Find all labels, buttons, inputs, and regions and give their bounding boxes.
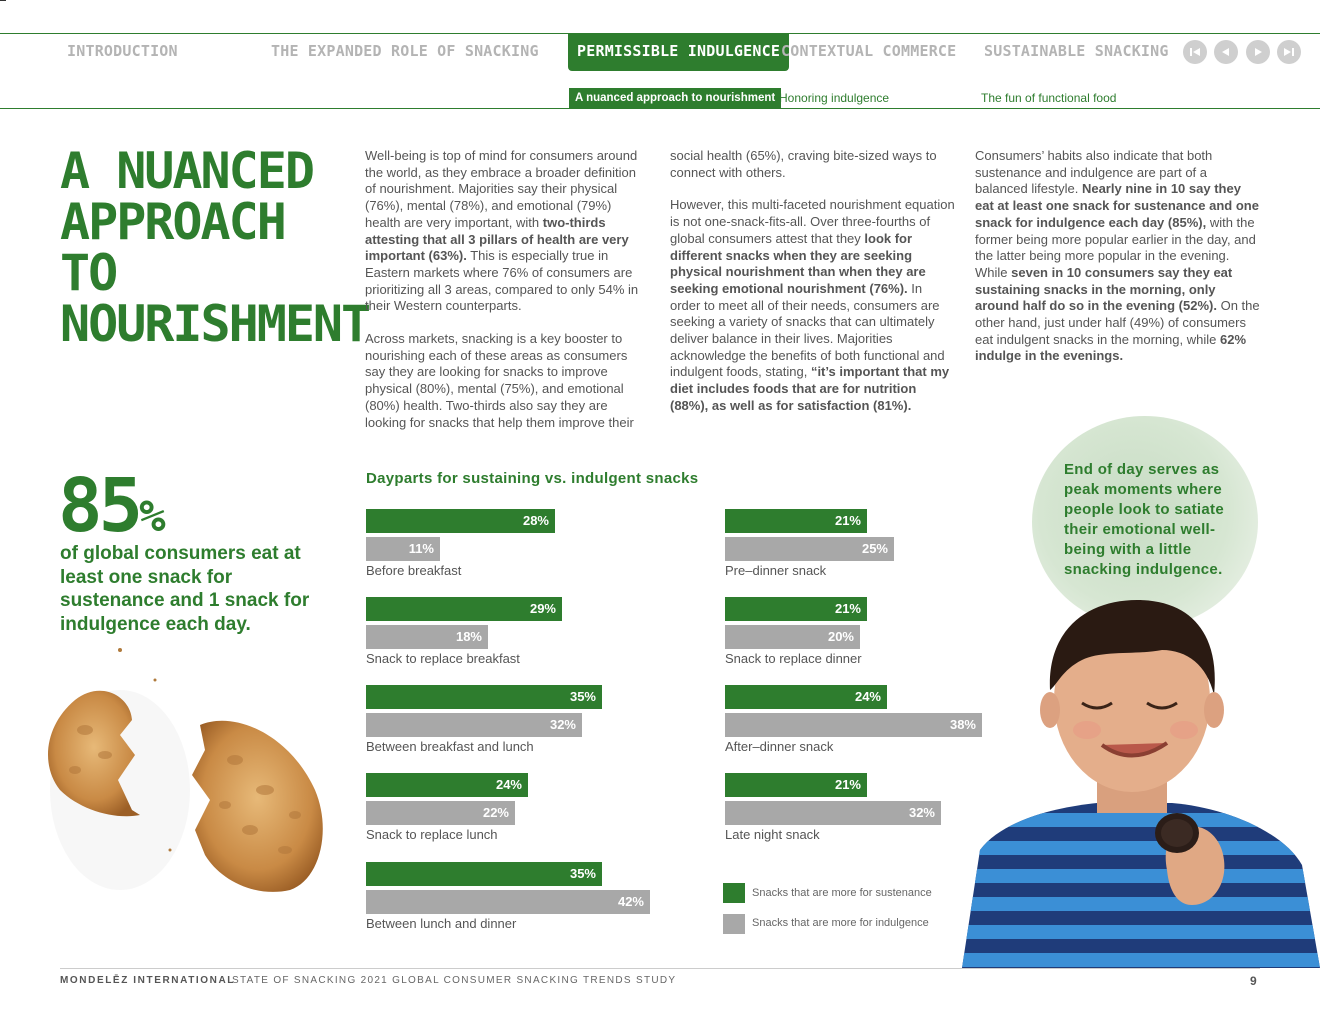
legend-swatch-indulgence [723, 914, 745, 934]
bar-indulgence-snack-to-replace-dinner: 20% [725, 625, 860, 649]
category-label-before-breakfast: Before breakfast [366, 563, 462, 578]
broken-cookie-image [20, 640, 340, 910]
page-number: 9 [1250, 974, 1257, 988]
body-column-2: social health (65%), craving bite-sized ways to connect with others. However, this multi-faceted nourishment equation is not one-snack-fits-all. Over three-fourths of global consumers attest that they look for different snacks when they are seeking physical nourishment than when they are seeking emotional nourishment (76%). In order to meet all of their needs, consumers are seeking a variety of snacks that can ultimately deliver balance in their lives. Majorities acknowledge the benefits of both functional and indulgent foods, stating, “it’s important that my diet includes foods that are for nutrition (88%), as well as for satisfaction (81%). [670, 148, 955, 413]
category-label-late-night-snack: Late night snack [725, 827, 820, 842]
category-label-between-lunch-and-dinner: Between lunch and dinner [366, 916, 517, 931]
bar-indulgence-late-night-snack: 32% [725, 801, 941, 825]
category-label-snack-to-replace-dinner: Snack to replace dinner [725, 651, 862, 666]
quote-text: End of day serves as peak moments where people look to satiate their emotional well-being with a little snacking indulgence. [1064, 461, 1224, 578]
nav-contextual-commerce[interactable]: CONTEXTUAL COMMERCE [781, 42, 957, 60]
subnav-nuanced-approach[interactable]: A nuanced approach to nourishment [569, 88, 781, 108]
body-column-1: Well-being is top of mind for consumers around the world, as they embrace a broader definition of nourishment. Majorities say their physical (76%), mental (78%), and emotional (79%) health are very important, with two-thirds attesting that all 3 pillars of health are very important (63%). This is especially true in Eastern markets where 76% of consumers are prioritizing all 3 areas, compared to only 54% in their Western counterparts. Across markets, snacking is a key booster to nourishing each of these areas as consumers say they are looking for snacks to improve physical (80%), mental (75%), and emotional (80%) health. Two-thirds also say they are looking for snacks that help them improve their [365, 148, 639, 430]
legend-swatch-sustenance [723, 883, 745, 903]
stat-number: 85% [58, 463, 166, 549]
first-page-icon[interactable] [1183, 40, 1207, 64]
subnav-functional-food[interactable]: The fun of functional food [981, 91, 1117, 105]
legend-label-sustenance: Snacks that are more for sustenance [752, 887, 932, 899]
title-line-1: A NUANCED [60, 142, 313, 200]
nav-sustainable-snacking[interactable]: SUSTAINABLE SNACKING [984, 42, 1169, 60]
bar-indulgence-snack-to-replace-lunch: 22% [366, 801, 515, 825]
next-page-icon[interactable] [1246, 40, 1270, 64]
subnav-honoring-indulgence[interactable]: Honoring indulgence [779, 91, 890, 105]
nav-introduction[interactable]: INTRODUCTION [67, 42, 178, 60]
last-page-icon[interactable] [1277, 40, 1301, 64]
category-label-between-breakfast-and-lunch: Between breakfast and lunch [366, 739, 534, 754]
bar-sustenance-snack-to-replace-breakfast: 29% [366, 597, 562, 621]
bar-indulgence-snack-to-replace-breakfast: 18% [366, 625, 488, 649]
page-title [60, 142, 370, 353]
bar-indulgence-before-breakfast: 11% [366, 537, 440, 561]
title-line-2: APPROACH TO [60, 193, 285, 302]
nav-expanded-role[interactable]: THE EXPANDED ROLE OF SNACKING [271, 42, 539, 60]
bar-sustenance-snack-to-replace-lunch: 24% [366, 773, 528, 797]
footer-divider [60, 968, 1260, 969]
footer-title: STATE OF SNACKING 2021 GLOBAL CONSUMER SNACKING TRENDS STUDY [232, 975, 677, 986]
bar-sustenance-late-night-snack: 21% [725, 773, 867, 797]
nav-permissible-indulgence[interactable]: PERMISSIBLE INDULGENCE [568, 33, 789, 71]
legend-label-indulgence: Snacks that are more for indulgence [752, 917, 929, 929]
bar-indulgence-pre-dinner-snack: 25% [725, 537, 894, 561]
bar-sustenance-after-dinner-snack: 24% [725, 685, 887, 709]
category-label-snack-to-replace-breakfast: Snack to replace breakfast [366, 651, 520, 666]
bar-sustenance-before-breakfast: 28% [366, 509, 555, 533]
bar-sustenance-between-breakfast-and-lunch: 35% [366, 685, 602, 709]
bar-sustenance-snack-to-replace-dinner: 21% [725, 597, 867, 621]
bar-indulgence-between-breakfast-and-lunch: 32% [366, 713, 582, 737]
bar-sustenance-pre-dinner-snack: 21% [725, 509, 867, 533]
category-label-after-dinner-snack: After–dinner snack [725, 739, 834, 754]
bar-indulgence-between-lunch-and-dinner: 42% [366, 890, 650, 914]
bar-sustenance-between-lunch-and-dinner: 35% [366, 862, 602, 886]
category-label-snack-to-replace-lunch: Snack to replace lunch [366, 827, 498, 842]
bar-indulgence-after-dinner-snack: 38% [725, 713, 982, 737]
chart-title: Dayparts for sustaining vs. indulgent snacks [366, 470, 699, 487]
boy-eating-cookie-image [962, 595, 1320, 968]
footer-brand: MONDELĒZ INTERNATIONAL [60, 975, 236, 986]
title-line-3: NOURISHMENT [60, 295, 370, 353]
previous-page-icon[interactable] [1214, 40, 1238, 64]
stat-description: of global consumers eat at least one snack for sustenance and 1 snack for indulgence each day. [60, 543, 310, 635]
category-label-pre-dinner-snack: Pre–dinner snack [725, 563, 827, 578]
body-column-3: Consumers’ habits also indicate that both sustenance and indulgence are part of a balanced lifestyle. Nearly nine in 10 say they eat at least one snack for sustenance and one snack for indulgence each day (85%), with the former being more popular earlier in the day, and the latter being more popular in the evening. While seven in 10 consumers say they eat sustaining snacks in the morning, only around half do so in the evening (52%). On the other hand, just under half (49%) of consumers eat indulgent snacks in the morning, while 62% indulge in the evenings. [975, 148, 1260, 364]
